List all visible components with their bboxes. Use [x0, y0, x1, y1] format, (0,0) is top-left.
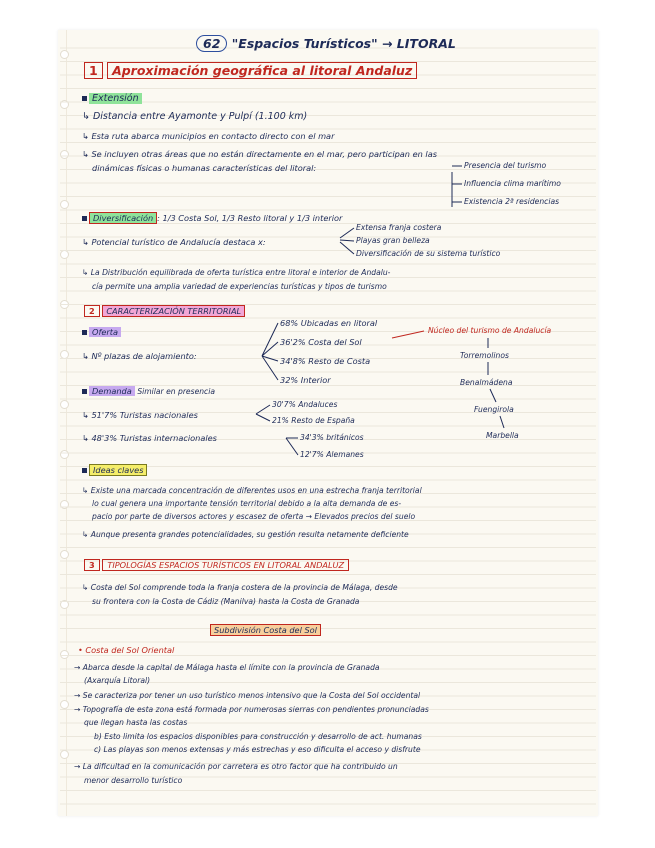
branch-item: Playas gran belleza: [356, 236, 430, 245]
text-line: ↳ Aunque presenta grandes potencialidades, su gestión resulta netamente deficiente: [82, 530, 409, 539]
internacionales-text: ↳ 48'3% Turistas internacionales: [82, 433, 217, 443]
text-line: (Axarquía Litoral): [84, 676, 151, 685]
branch-item: 34'8% Resto de Costa: [280, 356, 371, 366]
page-number: 62: [196, 35, 227, 52]
diversificacion-label: Diversificación: [89, 212, 157, 224]
page-title: "Espacios Turísticos" → LITORAL: [231, 36, 456, 51]
square-bullet-icon: [82, 389, 87, 394]
text-line: → Se caracteriza por tener un uso turístico menos intensivo que la Costa del Sol occidental: [74, 691, 421, 700]
text-line: ↳ La Distribución equilibrada de oferta turística entre litoral e interior de Andalu-: [82, 268, 391, 277]
section-title: Aproximación geográfica al litoral Andaluz: [107, 62, 417, 79]
branch-item: 21% Resto de España: [272, 416, 355, 425]
demanda-label: Demanda: [89, 386, 135, 396]
nucleo-town: Marbella: [486, 431, 519, 440]
oferta-label: Oferta: [89, 327, 121, 337]
branch-item: 32% Interior: [280, 375, 331, 385]
subdivision-label: Subdivisión Costa del Sol: [210, 624, 321, 636]
text-line: → Abarca desde la capital de Málaga hasta el límite con la provincia de Granada: [74, 663, 380, 672]
text-line: pacio por parte de diversos actores y escasez de oferta → Elevados precios del suelo: [92, 512, 416, 521]
section-1-heading: [84, 65, 417, 77]
square-bullet-icon: [82, 216, 87, 221]
text-line: c) Las playas son menos extensas y más estrechas y eso dificulta el acceso y disfrute: [94, 745, 421, 754]
branch-item: Presencia del turismo: [464, 161, 547, 170]
oferta-label-row: [82, 326, 121, 338]
text-line: lo cual genera una importante tensión territorial debido a la alta demanda de es-: [92, 499, 402, 508]
section-title: TIPOLOGÍAS ESPACIOS TURÍSTICOS EN LITORAL ANDALUZ: [102, 559, 349, 571]
section-2-heading: [84, 305, 245, 317]
nucleo-text: Núcleo del turismo de Andalucía: [428, 326, 552, 335]
nucleo-town: Torremolinos: [460, 351, 509, 360]
page-header: [196, 38, 456, 50]
text-line: su frontera con la Costa de Cádiz (Manilva) hasta la Costa de Granada: [92, 597, 360, 606]
square-bullet-icon: [82, 330, 87, 335]
branch-item: Influencia clima marítimo: [464, 179, 561, 188]
text-line: ↳ Costa del Sol comprende toda la franja costera de la provincia de Málaga, desde: [82, 583, 398, 592]
square-bullet-icon: [82, 468, 87, 473]
branch-item: Extensa franja costera: [356, 223, 442, 232]
text-line: ↳ Se incluyen otras áreas que no están directamente en el mar, pero participan en las: [82, 149, 437, 159]
branch-item: 34'3% británicos: [300, 433, 364, 442]
section-title: CARACTERIZACIÓN TERRITORIAL: [102, 305, 245, 317]
branch-item: 68% Ubicadas en litoral: [280, 318, 378, 328]
section-number: 1: [84, 62, 103, 79]
section-3-heading: [84, 559, 349, 571]
diversificacion-row: [82, 212, 342, 224]
ideas-label: Ideas claves: [89, 464, 147, 476]
text-line: b) Esto limita los espacios disponibles para construcción y desarrollo de act. humanas: [94, 732, 422, 741]
text-line: → La dificultad en la comunicación por carretera es otro factor que ha contribuido un: [74, 762, 398, 771]
oriental-title: • Costa del Sol Oriental: [78, 645, 175, 655]
text-line: menor desarrollo turístico: [84, 776, 183, 785]
nucleo-town: Benalmádena: [460, 378, 513, 387]
branch-item: 36'2% Costa del Sol: [280, 337, 362, 347]
square-bullet-icon: [82, 96, 87, 101]
text-line: → Topografía de esta zona está formada por numerosas sierras con pendientes pronunciadas: [74, 705, 429, 714]
text-line: que llegan hasta las costas: [84, 718, 188, 727]
section-number: 3: [84, 559, 100, 571]
nucleo-town: Fuengirola: [474, 405, 514, 414]
branch-item: Diversificación de su sistema turístico: [356, 249, 501, 258]
section-number: 2: [84, 305, 100, 317]
extension-label-row: [82, 93, 142, 105]
text-line: ↳ Existe una marcada concentración de diferentes usos en una estrecha franja territorial: [82, 486, 422, 495]
text-line: ↳ Esta ruta abarca municipios en contacto directo con el mar: [82, 131, 335, 141]
text-line: ↳ Distancia entre Ayamonte y Pulpí (1.100 km): [82, 111, 308, 122]
ideas-label-row: [82, 464, 147, 476]
branch-item: 12'7% Alemanes: [300, 450, 364, 459]
demanda-note: Similar en presencia: [137, 387, 215, 396]
demanda-label-row: [82, 385, 215, 398]
text-line: cía permite una amplia variedad de experiencias turísticas y tipos de turismo: [92, 282, 387, 291]
margin-line: [66, 30, 67, 816]
nacionales-text: ↳ 51'7% Turistas nacionales: [82, 410, 198, 420]
text-line: dinámicas físicas o humanas características del litoral:: [92, 163, 317, 173]
branch-item: Existencia 2ª residencias: [464, 197, 560, 206]
diversificacion-text: : 1/3 Costa Sol, 1/3 Resto litoral y 1/3 interior: [157, 213, 343, 223]
extension-label: Extensión: [89, 93, 142, 104]
branch-item: 30'7% Andaluces: [272, 400, 338, 409]
plazas-text: ↳ Nº plazas de alojamiento:: [82, 351, 197, 361]
potencial-text: ↳ Potencial turístico de Andalucía destaca x:: [82, 237, 266, 247]
